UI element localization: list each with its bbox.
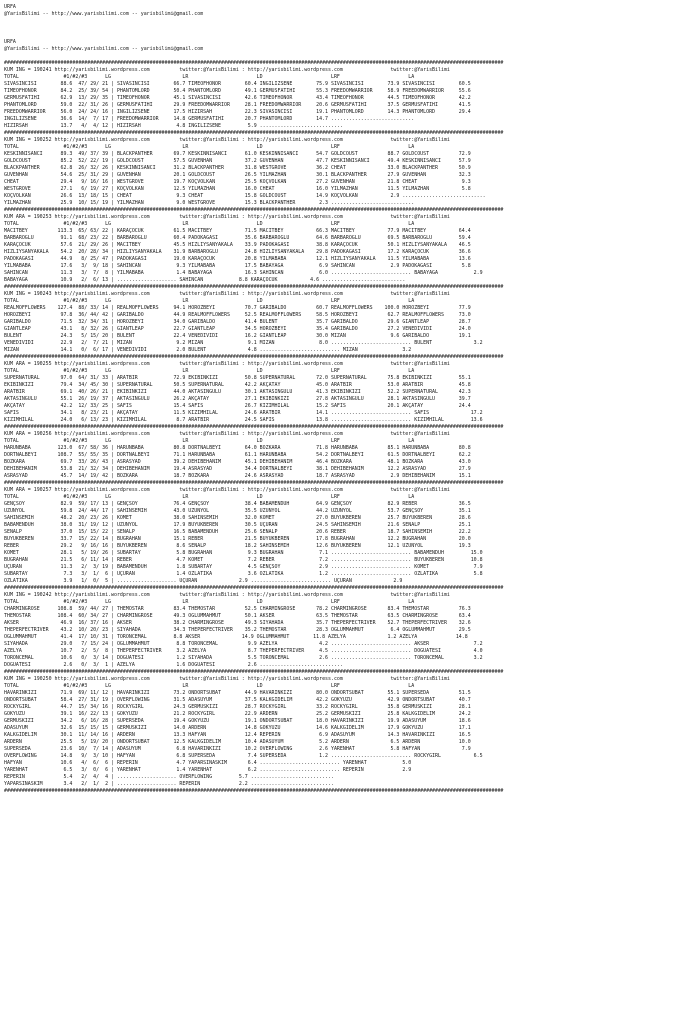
race-title: KUM ING = 190242 http://yarisbilimi.wordpress.com twitter:@YarisBilimi : http://yarisbilimi.wordpress.com twitter:@YarisBilimi: [4, 592, 450, 598]
column-header: TOTAL #1/#2/#3 LG LR LD LRF LA: [4, 298, 415, 304]
result-row: BOZKARA 69.7 33/ 26/ 43 | ASRASYAD 39.2 DEHIBEHANIM 45.1 DEHIBEHANIM 46.4 BOZKARA 48.1 BOZKARA 43.0: [4, 459, 471, 465]
race-title: KUM ING = 190250 http://yarisbilimi.wordpress.com twitter:@YarisBilimi : http://yarisbilimi.wordpress.com twitter:@YarisBilimi: [4, 676, 450, 682]
result-row: BABAMENDUH 38.0 31/ 19/ 12 | UZUNYOL 17.9 BÜYÜKBEREN 30.5 UÇURAN 24.5 SAHINSEMIH 21.6 SENALP 25.1: [4, 522, 471, 528]
result-row: SAHINCAN 11.3 3/ 7/ 8 | YILMABABA 1.4 BABAYAGA 16.3 SAHINCAN 6.0 ........................... BABAYAGA 2.9: [4, 270, 483, 276]
result-row: HARUNBABA 123.0 67/ 58/ 36 | HARUNBABA 80.8 DÖRTNALBEYI 64.0 BOZKARA 71.8 HARUNBABA 85.1 HARUNBABA 80.8: [4, 445, 471, 451]
result-row: ADASUYUM 32.6 15/ 15/ 15 | GERMUSKIZI 14.0 ARDERN 14.8 GÖKYÜZÜ 14.6 KALKGIDELIM 17.9 GÖKYÜZÜ 17.1: [4, 725, 471, 731]
result-row: SENALP 37.0 15/ 15/ 22 | SENALP 16.5 BABAMENDUH 25.6 SENALP 20.6 REBER 18.7 SAHINSEMIH 22.2: [4, 529, 471, 535]
result-row: ONDÖRTSUBAT 58.4 27/ 31/ 19 | OVERFLOWING 31.5 ADASUYUM 37.5 KALKGIDELIM 42.2 GÖKYÜZÜ 42.9 ONDÖRTSUBAT 40.7: [4, 697, 471, 703]
result-row: SIYAHADA 29.0 7/ 15/ 24 | OGLUMMAHMUT 8.8 TORONCEMAL 9.9 AZELYA 4.2 ........................... AKSER 7.2: [4, 641, 483, 647]
result-row: SÜPERSEDA 23.6 10/ 7/ 14 | ADASUYUM 6.8 HAVARINKIZI 10.2 OVERFLOWING 2.6 YARENHAT 5.8 HAFYAN 7.9: [4, 746, 471, 752]
separator-line: ########################################################################################################################################################################: [4, 788, 504, 794]
result-row: AZELYA 10.7 2/ 5/ 8 | THEPERFECTRIVER 3.2 AZELYA 8.7 THEPERFECTRIVER 4.5 ........................... DOGUATESI 4.0: [4, 648, 483, 654]
separator-line: ########################################################################################################################################################################: [4, 130, 504, 136]
separator-line: ########################################################################################################################################################################: [4, 60, 504, 66]
result-row: ARDERN 25.5 5/ 19/ 20 | ONDÖRTSUBAT 12.5 KALKGIDELIM 10.4 ADASUYUM 5.2 ARDERN 6.5 ARDERN 10.0: [4, 739, 471, 745]
result-row: SUPERNATURAL 97.0 64/ 31/ 33 | ARATBIR 72.9 EKIBINKIZI 50.8 SUPERNATURAL 72.0 SUPERNATURAL 75.8 EKIBINKIZI 55.1: [4, 375, 471, 381]
result-row: GOLDCOUST 85.2 52/ 22/ 19 | GOLDCOUST 57.5 GÜVENHAN 37.2 GÜVENHAN 47.7 KESKINNISANCI 49.4 KESKINNISANCI 57.9: [4, 158, 471, 164]
result-row: KESKINNISANCI 89.3 49/ 37/ 39 | BLACKPANTHER 69.7 KESKINNISANCI 61.0 KESKINNISANCI 54.7 GOLDCOUST 88.7 GOLDCOUST 72.9: [4, 151, 471, 157]
result-row: BARBAROGLU 91.1 68/ 23/ 22 | BARBAROGLU 60.4 PADOKAGASI 35.6 BARBAROGLU 64.6 BARBAROGLU 69.5 BARBAROGLU 59.4: [4, 235, 471, 241]
race-title: KUM ARA = 190253 http://yarisbilimi.wordpress.com twitter:@YarisBilimi : http://yarisbilimi.wordpress.com twitter:@YarisBilimi: [4, 214, 450, 220]
result-row: YILMAZHAN 25.9 10/ 15/ 19 | YILMAZHAN 9.0 WESTGROVE 15.3 BLACKPANTHER 2.3 ............................: [4, 200, 415, 206]
header-credit: @YarisBilimi -- http://www.yarisbilimi.com -- yarisbilimi@gmail.com: [4, 11, 204, 17]
result-row: GIANTLEAP 43.1 8/ 32/ 26 | GIANTLEAP 22.7 GIANTLEAP 34.5 HOROZBEYI 35.4 GARIBALDO 27.2 VENEDIVIDI 24.0: [4, 326, 471, 332]
race-block: [4, 585, 700, 669]
result-row: EKIBINKIZI 79.4 34/ 45/ 30 | SUPERNATURAL 50.5 SUPERNATURAL 42.2 AKÇATAY 45.0 ARATBIR 53.0 ARATBIR 45.8: [4, 382, 471, 388]
result-row: GARIBALDO 71.5 32/ 34/ 31 | HOROZBEYI 34.0 GARIBALDO 41.4 BÜLENT 35.7 GARIBALDO 29.6 GIANTLEAP 28.7: [4, 319, 471, 325]
column-header: TOTAL #1/#2/#3 LG LR LD LRF LA: [4, 599, 415, 605]
race-title: KUM ING = 190252 http://yarisbilimi.wordpress.com twitter:@YarisBilimi : http://yarisbilimi.wordpress.com twitter:@YarisBilimi: [4, 137, 450, 143]
spacer: [4, 25, 700, 32]
result-row: SAHINSEMIH 48.2 20/ 23/ 26 | KOMET 38.0 SAHINSEMIH 32.0 KOMET 27.0 BÜYÜKBEREN 25.7 BÜYÜKBEREN 28.6: [4, 515, 471, 521]
result-row: GENÇSOY 82.9 59/ 17/ 13 | GENÇSOY 76.4 GENÇSOY 38.4 BABAMENDUH 64.9 GENÇSOY 82.9 REBER 36.5: [4, 501, 471, 507]
result-row: ROCKYGIRL 44.7 15/ 34/ 16 | ROCKYGIRL 24.3 GERMUSKIZI 28.7 ROCKYGIRL 33.2 ROCKYGIRL 35.8 GERMUSKIZI 28.1: [4, 704, 471, 710]
result-row: HOROZBEYI 97.8 36/ 44/ 42 | GARIBALDO 44.9 REALMOFFLOWERS 52.5 REALMOFFLOWERS 58.5 HOROZBEYI 62.7 REALMOFFLOWERS 73.0: [4, 312, 471, 318]
result-row: OGLUMMAHMUT 41.4 17/ 10/ 31 | TORONCEMAL 8.8 AKSER 14.9 OGLUMMAHMUT 11.8 AZELYA 1.2 AZELYA 14.8: [4, 634, 468, 640]
result-row: UZUNYOL 59.8 24/ 44/ 17 | SAHINSEMIH 43.0 UZUNYOL 35.5 UZUNYOL 44.2 UZUNYOL 53.7 GENÇSOY 35.1: [4, 508, 471, 514]
race-block: [4, 60, 700, 130]
column-header: TOTAL #1/#2/#3 LG LR LD LRF LA: [4, 221, 415, 227]
result-row: KIZIMHILAL 24.0 6/ 13/ 23 | KIZIMHILAL 8.7 ARATBIR 24.5 SAFIS 13.8 ........................... KIZIMHILAL 13.6: [4, 417, 483, 423]
column-header: TOTAL #1/#2/#3 LG LR LD LRF LA: [4, 438, 415, 444]
header-title-2: URFA: [4, 39, 16, 45]
race-block: [4, 284, 700, 354]
race-block: [4, 480, 700, 585]
race-block: [4, 669, 700, 788]
column-header: TOTAL #1/#2/#3 LG LR LD LRF LA: [4, 368, 415, 374]
result-row: PADOKAGASI 44.9 8/ 25/ 47 | PADOKAGASI 19.0 KARAÇOCUK 20.8 YILMABABA 12.1 HIZLIYSANYAKALA 11.5 YILMABABA 13.6: [4, 256, 471, 262]
race-title: KUM ARA = 190256 http://yarisbilimi.wordpress.com twitter:@YarisBilimi : http://yarisbilimi.wordpress.com twitter:@YarisBilimi: [4, 431, 450, 437]
result-row: HIZLIYSANYAKALA 54.2 20/ 28/ 34 | HIZLIYSANYAKALA 31.9 BARBAROGLU 24.8 HIZLIYSANYAKALA 29.8 PADOKAGASI 17.2 KARAÇOCUK 36.6: [4, 249, 471, 255]
result-row: SUBARTAY 7.3 3/ 1/ 6 | UÇURAN 1.4 ÖZLATIKA 3.6 ÖZLATIKA 1.2 ........................... ÖZLATIKA 5.8: [4, 571, 483, 577]
result-row: DOGUATESI 2.6 0/ 3/ 1 | AZELYA 1.6 DOGUATESI 2.6 ............................: [4, 662, 343, 668]
result-row: HAVARINKIZI 71.9 69/ 11/ 12 | HAVARINKIZI 73.2 ONDÖRTSUBAT 44.9 HAVARINKIZI 80.0 ONDÖRTSUBAT 55.1 SÜPERSEDA 51.5: [4, 690, 471, 696]
race-title: KUM ARA = 190255 http://yarisbilimi.wordpress.com twitter:@YarisBilimi : http://yarisbilimi.wordpress.com twitter:@YarisBilimi: [4, 361, 450, 367]
result-row: GÖKYÜZÜ 39.1 16/ 22/ 13 | GÖKYÜZÜ 21.2 ROCKYGIRL 22.9 ARDERN 25.2 GERMUSKIZI 25.8 KALKGIDELIM 24.2: [4, 711, 471, 717]
result-row: HAFYAN 10.6 4/ 6/ 6 | REPERIN 4.7 YAPARSINASKIM 6.4 ........................... YARENHAT 5.0: [4, 760, 412, 766]
result-row: FREEDOMWARRIOR 56.0 24/ 24/ 16 | INGILIZSENE 17.5 HIZIRSAH 22.3 SIVASINCISI 19.1 PHANTOMLORD 14.3 PHANTOMLORD 29.4: [4, 109, 471, 115]
result-row: KOÇVOLKAN 26.6 13/ 18/ 15 | CHEAT 9.3 CHEAT 15.8 GOLDCOUST 14.9 KOÇVOLKAN 2.9 ............................: [4, 193, 486, 199]
separator-line: ########################################################################################################################################################################: [4, 585, 504, 591]
race-block: [4, 354, 700, 424]
race-block: [4, 130, 700, 207]
header-credit-2: @YarisBilimi -- http://www.yarisbilimi.com -- yarisbilimi@gmail.com: [4, 46, 204, 52]
result-row: ARATBIR 69.1 40/ 26/ 21 | EKIBINKIZI 44.0 AKTASINGÜLÜ 30.1 AKTASINGÜLÜ 41.3 EKIBINKIZI 52.2 SUPERNATURAL 42.3: [4, 389, 471, 395]
spacer: [4, 32, 700, 39]
spacer: [4, 53, 700, 60]
result-row: DÖRTNALBEYI 108.7 55/ 55/ 35 | DÖRTNALBEYI 71.1 HARUNBABA 61.1 HARUNBABA 54.2 DÖRTNALBEYI 61.5 DÖRTNALBEYI 62.2: [4, 452, 471, 458]
result-row: GERMUSKIZI 34.2 6/ 16/ 28 | SÜPERSEDA 19.4 GÖKYÜZÜ 19.1 ONDÖRTSUBAT 18.0 HAVARINKIZI 19.9 ADASUYUM 18.6: [4, 718, 471, 724]
result-row: YAPARSINASKIM 3.4 2/ 1/ 2 | .................... REPERIN 2.2 ............................: [4, 781, 334, 787]
result-row: TORONCEMAL 10.6 0/ 3/ 14 | DOGUATESI 1.2 SIYAHADA 5.5 TORONCEMAL 2.6 ........................... TORONCEMAL 3.2: [4, 655, 483, 661]
result-row: KALKGIDELIM 30.1 11/ 14/ 16 | ARDERN 13.3 HAFYAN 12.4 REPERIN 6.9 ADASUYUM 14.3 HAVARINKIZI 16.5: [4, 732, 471, 738]
result-row: MIZAN 14.1 0/ 6/ 17 | VENEDIVIDI 2.0 BÜLENT 4.8 ........................... MIZAN 3.2: [4, 347, 412, 353]
result-row: KARAÇOCUK 57.6 21/ 29/ 26 | MACITBEY 45.5 HIZLIYSANYAKALA 33.9 PADOKAGASI 38.8 KARAÇOCUK 50.1 HIZLIYSANYAKALA 46.5: [4, 242, 471, 248]
column-header: TOTAL #1/#2/#3 LG LR LD LRF LA: [4, 683, 415, 689]
spacer: [4, 18, 700, 25]
result-row: BÜLENT 24.3 5/ 15/ 20 | BÜLENT 22.4 VENEDIVIDI 16.2 GIANTLEAP 30.0 MIZAN 9.6 GARIBALDO 19.1: [4, 333, 471, 339]
column-header: TOTAL #1/#2/#3 LG LR LD LRF LA: [4, 494, 415, 500]
result-row: YARENHAT 6.5 3/ 0/ 6 | YARENHAT 1.4 YARENHAT 6.2 ........................... REPERIN 2.9: [4, 767, 412, 773]
result-row: THEPERFECTRIVER 43.2 10/ 20/ 23 | SIYAHADA 34.3 THEPERFECTRIVER 35.2 THEMOSTAR 28.3 OGLUMMAHMUT 6.4 OGLUMMAHMUT 29.5: [4, 627, 471, 633]
result-row: SIVASINCISI 88.6 47/ 29/ 21 | SIVASINCISI 66.7 TIMEOFHONOR 60.4 INGILIZSENE 75.9 SIVASINCISI 73.9 SIVASINCISI 60.5: [4, 81, 471, 87]
result-row: MACITBEY 113.3 65/ 63/ 22 | KARAÇOCUK 61.5 MACITBEY 71.5 MACITBEY 66.3 MACITBEY 77.9 MACITBEY 64.4: [4, 228, 471, 234]
separator-line: ########################################################################################################################################################################: [4, 354, 504, 360]
result-row: BLACKPANTHER 62.8 26/ 32/ 26 | KESKINNISANCI 31.2 BLACKPANTHER 31.8 WESTGROVE 36.2 CHEAT 33.0 BLACKPANTHER 50.9: [4, 165, 471, 171]
result-row: AKTASINGÜLÜ 55.1 26/ 19/ 37 | AKTASINGÜLÜ 26.2 AKÇATAY 27.1 EKIBINKIZI 27.8 AKTASINGÜLÜ 28.1 AKTASINGÜLÜ 39.7: [4, 396, 471, 402]
separator-line: ########################################################################################################################################################################: [4, 424, 504, 430]
result-row: AKSER 46.9 16/ 37/ 16 | AKSER 38.2 CHARMINGROSE 49.3 SIYAHADA 35.7 THEPERFECTRIVER 52.7 THEPERFECTRIVER 32.6: [4, 620, 471, 626]
result-row: SAFIS 34.1 8/ 23/ 21 | AKÇATAY 11.5 KIZIMHILAL 24.6 ARATBIR 14.1 ........................... SAFIS 17.2: [4, 410, 483, 416]
result-row: PHANTOMLORD 59.0 22/ 31/ 26 | GERMUSFATIHI 29.9 FREEDOMWARRIOR 28.1 FREEDOMWARRIOR 20.6 GERMUSFATIHI 37.5 GERMUSFATIHI 41.5: [4, 102, 471, 108]
result-row: REBER 29.2 9/ 16/ 16 | BÜYÜKBEREN 8.6 SENALP 18.2 SAHINSEMIH 12.6 BÜYÜKBEREN 12.1 UZUNYOL 19.3: [4, 543, 471, 549]
result-row: BABAYAGA 10.9 2/ 6/ 13 | .................... SAHINCAN 8.8 KARAÇOCUK 4.6 ............................: [4, 277, 406, 283]
result-row: BÜYÜKBEREN 33.7 15/ 22/ 14 | BUGRAHAN 15.1 REBER 21.5 BÜYÜKBEREN 17.8 BUGRAHAN 12.2 BUGRAHAN 20.0: [4, 536, 471, 542]
result-row: CHARMINGROSE 108.8 59/ 44/ 27 | THEMOSTAR 83.4 THEMOSTAR 52.5 CHARMINGROSE 78.2 CHARMINGROSE 83.4 THEMOSTAR 76.3: [4, 606, 471, 612]
result-row: UÇURAN 11.3 2/ 3/ 19 | BABAMENDUH 1.8 SUBARTAY 4.5 GENÇSOY 2.9 ........................... KOMET 7.9: [4, 564, 483, 570]
separator-line: ########################################################################################################################################################################: [4, 669, 504, 675]
column-header: TOTAL #1/#2/#3 LG LR LD LRF LA: [4, 144, 415, 150]
column-header: TOTAL #1/#2/#3 LG LR LD LRF LA: [4, 74, 415, 80]
result-row: OVERFLOWING 14.8 9/ 3/ 10 | HAFYAN 6.8 SÜPERSEDA 7.4 SÜPERSEDA 1.2 ........................... ROCKYGIRL 6.5: [4, 753, 483, 759]
race-block: [4, 207, 700, 284]
result-row: REPERIN 5.4 2/ 4/ 4 | .................... OVERFLOWING 5.7 ............................: [4, 774, 334, 780]
race-block: [4, 424, 700, 480]
result-row: THEMOSTAR 108.4 60/ 34/ 27 | CHARMINGROSE 49.3 OGLUMMAHMUT 50.1 AKSER 63.5 THEMOSTAR 63.5 CHARMINGROSE 63.4: [4, 613, 471, 619]
result-row: REALMOFFLOWERS 127.4 88/ 33/ 14 | REALMOFFLOWERS 94.1 HOROZBEYI 70.7 GARIBALDO 60.7 REALMOFFLOWERS 100.0 HOROZBEYI 77.9: [4, 305, 471, 311]
separator-line: ########################################################################################################################################################################: [4, 480, 504, 486]
result-row: CHEAT 29.4 9/ 16/ 16 | WESTGROVE 19.7 KOÇVOLKAN 25.5 KOÇVOLKAN 27.2 GÜVENHAN 21.8 CHEAT 9.3: [4, 179, 471, 185]
result-row: BUGRAHAN 21.5 6/ 11/ 14 | REBER 4.7 KOMET 7.2 REBER 7.2 ........................... BÜYÜKBEREN 10.8: [4, 557, 483, 563]
result-row: GÜVENHAN 54.6 25/ 31/ 29 | GÜVENHAN 20.1 GOLDCOUST 26.5 YILMAZHAN 30.1 BLACKPANTHER 27.9 GÜVENHAN 32.3: [4, 172, 471, 178]
header-title: URFA: [4, 4, 16, 10]
separator-line: ########################################################################################################################################################################: [4, 207, 504, 213]
race-title: KUM ING = 190243 http://yarisbilimi.wordpress.com twitter:@YarisBilimi : http://yarisbilimi.wordpress.com twitter:@YarisBilimi: [4, 291, 450, 297]
result-row: YILMABABA 17.6 3/ 9/ 18 | SAHINCAN 9.3 YILMABABA 17.5 BABAYAGA 6.9 SAHINCAN 2.9 PADOKAGASI 5.8: [4, 263, 471, 269]
result-row: GERMUSFATIHI 62.9 13/ 29/ 35 | TIMEOFHONOR 45.1 SIVASINCISI 42.6 TIMEOFHONOR 43.4 TIMEOFHONOR 44.5 TIMEOFHONOR 42.2: [4, 95, 471, 101]
result-row: HIZIRSAH 13.7 4/ 4/ 12 | HIZIRSAH 4.8 INGILIZSENE 5.9 ............................: [4, 123, 343, 129]
race-list: [4, 60, 700, 795]
result-row: DEHIBEHANIM 53.8 21/ 32/ 34 | DEHIBEHANIM 19.4 ASRASYAD 34.4 DÖRTNALBEYI 38.1 DEHIBEHANIM 12.2 ASRASYAD 27.9: [4, 466, 471, 472]
result-row: ASRASYAD 45.7 14/ 19/ 42 | BOZKARA 18.7 BOZKARA 24.6 ASRASYAD 18.7 ASRASYAD 2.9 DEHIBEHANIM 15.1: [4, 473, 471, 479]
result-row: TIMEOFHONOR 84.2 25/ 39/ 54 | PHANTOMLORD 50.4 PHANTOMLORD 49.1 GERMUSFATIHI 55.3 FREEDOMWARRIOR 58.9 FREEDOMWARRIOR 55.6: [4, 88, 471, 94]
result-row: ÖZLATIKA 3.9 1/ 0/ 5 | .................... UÇURAN 2.9 ........................... UÇURAN 2.9: [4, 578, 403, 584]
race-title: KUM ING = 190241 http://yarisbilimi.wordpress.com twitter:@YarisBilimi : http://yarisbilimi.wordpress.com twitter:@YarisBilimi: [4, 67, 450, 73]
result-row: INGILIZSENE 36.6 14/ 7/ 17 | FREEDOMWARRIOR 14.8 GERMUSFATIHI 20.7 PHANTOMLORD 14.7 ............................: [4, 116, 415, 122]
race-title: KUM ARA = 190257 http://yarisbilimi.wordpress.com twitter:@YarisBilimi : http://yarisbilimi.wordpress.com twitter:@YarisBilimi: [4, 487, 450, 493]
result-row: VENEDIVIDI 22.9 2/ 7/ 21 | MIZAN 9.2 MIZAN 9.1 MIZAN 8.0 ........................... BÜLENT 3.2: [4, 340, 483, 346]
result-row: KOMET 28.1 5/ 19/ 26 | SUBARTAY 5.8 BUGRAHAN 9.3 BUGRAHAN 7.1 ........................... BABAMENDUH 15.0: [4, 550, 483, 556]
result-row: WESTGROVE 27.1 6/ 19/ 27 | KOÇVOLKAN 12.5 YILMAZHAN 16.0 CHEAT 16.0 YILMAZHAN 11.5 YILMAZHAN 5.8: [4, 186, 471, 192]
result-row: AKÇATAY 42.2 12/ 33/ 25 | SAFIS 15.4 SAFIS 26.7 KIZIMHILAL 15.2 SAFIS 20.1 AKÇATAY 24.4: [4, 403, 471, 409]
separator-line: ########################################################################################################################################################################: [4, 284, 504, 290]
